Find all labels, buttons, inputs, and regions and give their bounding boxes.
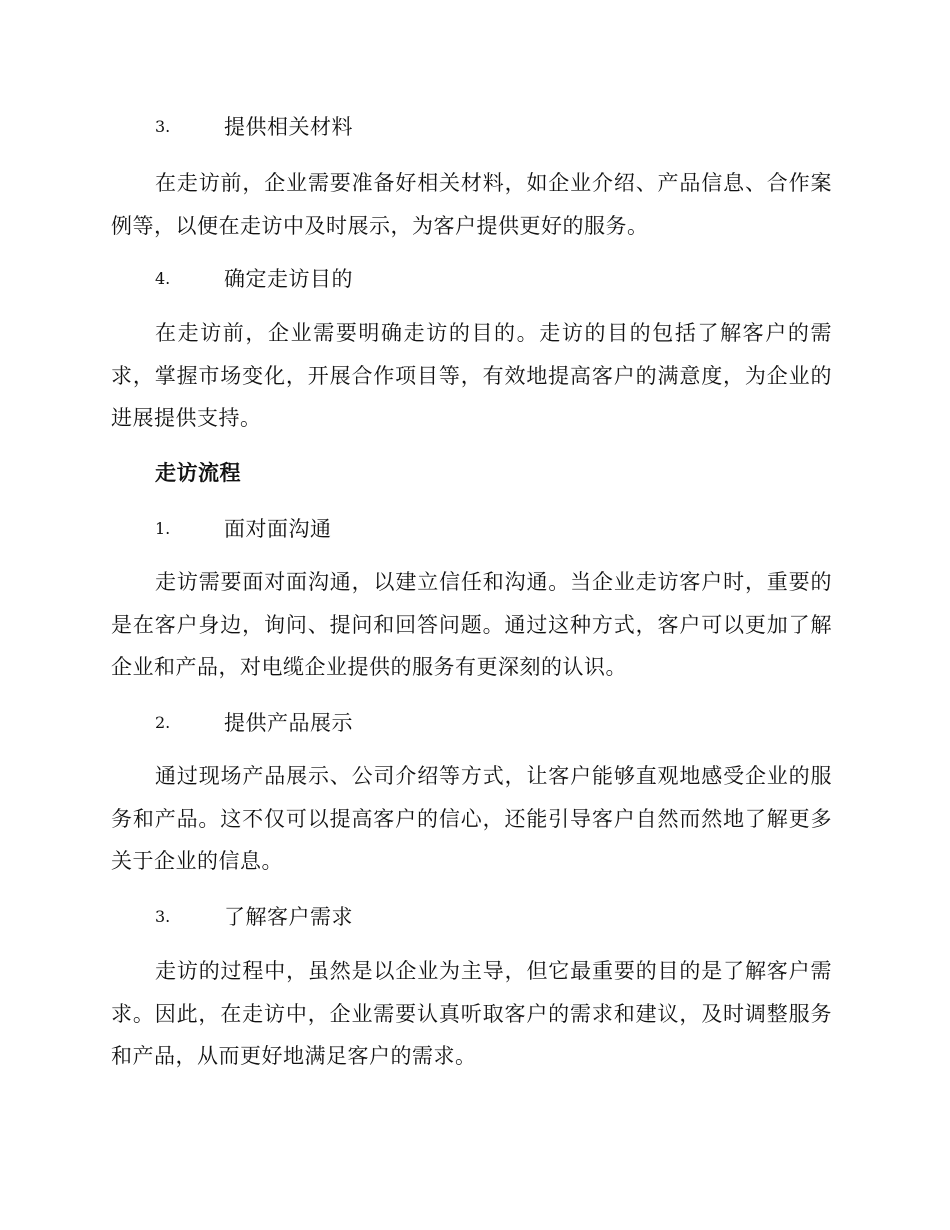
list-item-product-display	[0, 708, 950, 738]
list-number: 3.	[155, 907, 171, 926]
list-number: 2.	[155, 713, 171, 732]
paragraph-face-to-face: 走访需要面对面沟通，以建立信任和沟通。当企业走访客户时，重要的是在客户身边，询问、提问和回答问题。通过这种方式，客户可以更加了解企业和产品，对电缆企业提供的服务有更深刻的认识。	[111, 570, 832, 679]
paragraph-customer-needs: 走访的过程中，虽然是以企业为主导，但它最重要的目的是了解客户需求。因此，在走访中，企业需要认真听取客户的需求和建议，及时调整服务和产品，从而更好地满足客户的需求。	[111, 959, 832, 1068]
list-item-provide-materials	[0, 112, 950, 142]
list-item-visit-purpose	[0, 264, 950, 294]
list-item-title: 提供相关材料	[224, 115, 353, 139]
paragraph-purpose: 在走访前，企业需要明确走访的目的。走访的目的包括了解客户的需求，掌握市场变化，开展合作项目等，有效地提高客户的满意度，为企业的进展提供支持。	[111, 321, 832, 430]
list-item-face-to-face	[0, 514, 950, 544]
list-number: 1.	[155, 519, 171, 538]
list-item-title: 提供产品展示	[224, 711, 353, 735]
list-item-title: 确定走访目的	[224, 267, 353, 291]
list-number: 3.	[155, 117, 171, 136]
paragraph-materials: 在走访前，企业需要准备好相关材料，如企业介绍、产品信息、合作案例等，以便在走访中及时展示，为客户提供更好的服务。	[111, 171, 832, 238]
list-item-title: 面对面沟通	[224, 517, 332, 541]
list-item-title: 了解客户需求	[224, 905, 353, 929]
paragraph-product-display: 通过现场产品展示、公司介绍等方式，让客户能够直观地感受企业的服务和产品。这不仅可以提高客户的信心，还能引导客户自然而然地了解更多关于企业的信息。	[111, 764, 832, 873]
list-item-customer-needs	[0, 902, 950, 932]
list-number: 4.	[155, 269, 171, 288]
section-heading: 走访流程	[155, 460, 241, 485]
